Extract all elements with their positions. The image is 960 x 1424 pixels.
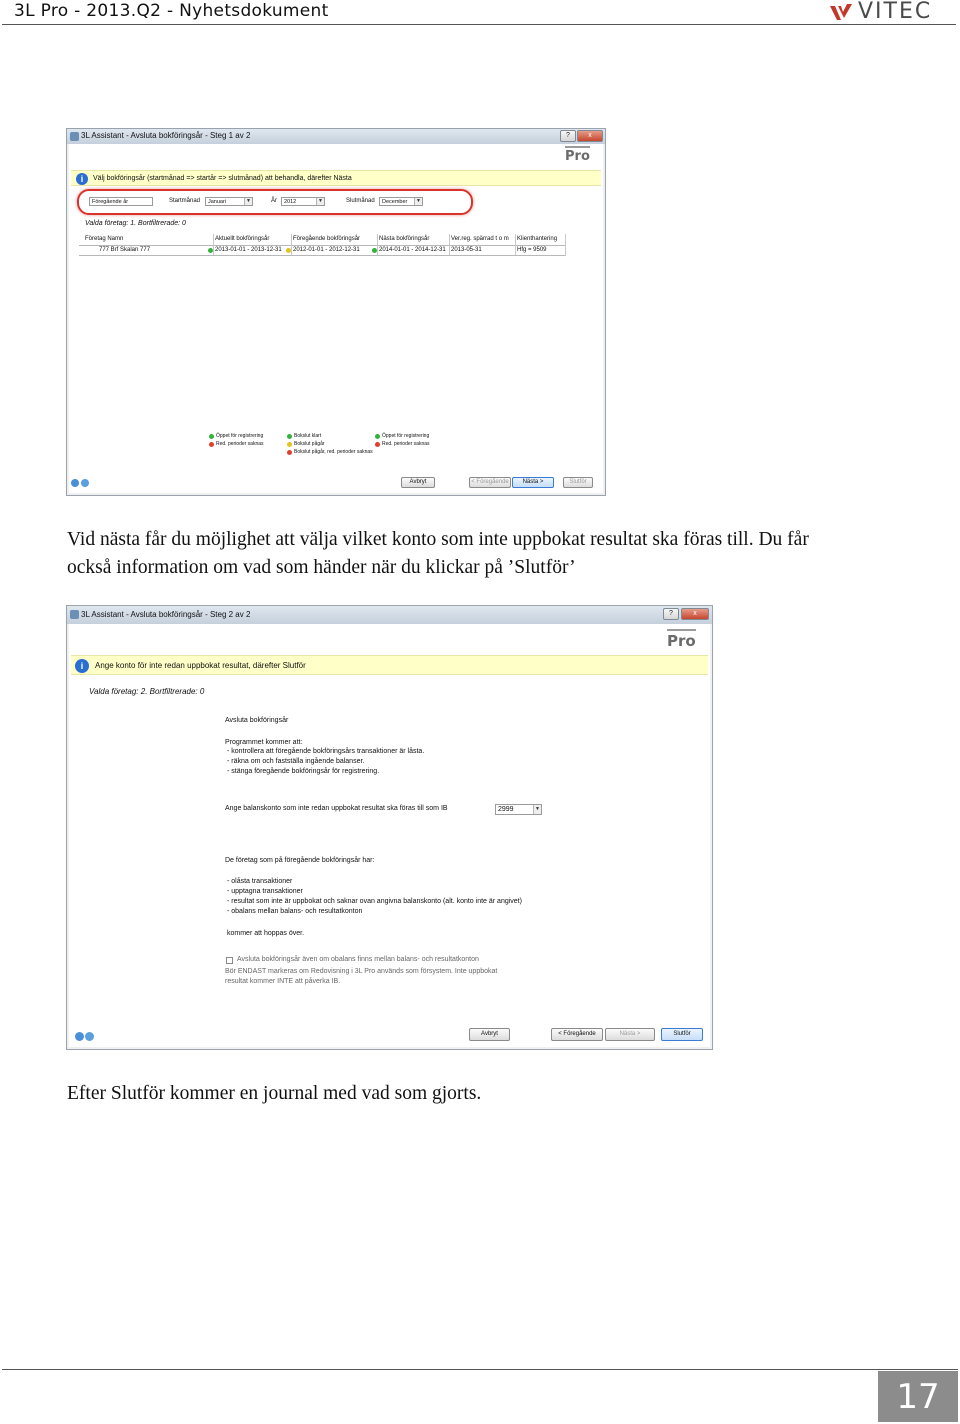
legend-green-icon (287, 434, 292, 439)
account-label: Ange balanskonto som inte redan uppbokat resultat ska föras till som IB (225, 805, 448, 812)
page-number-box (878, 1371, 958, 1422)
chevron-down-icon: ▼ (244, 198, 252, 205)
chevron-down-icon: ▼ (533, 805, 541, 814)
logo-text: VITEC (858, 0, 933, 24)
year-select[interactable]: Föregående år (89, 197, 153, 206)
legend-item: Bokslut klart (294, 433, 322, 439)
checkbox-note: resultat kommer INTE att påverka IB. (225, 978, 341, 985)
end-month-select[interactable]: December ▼ (379, 197, 423, 206)
close-button[interactable]: x (577, 130, 603, 142)
previous-button[interactable]: < Föregående (469, 477, 511, 488)
info-bar (71, 655, 708, 675)
vitec-mark-icon (828, 2, 854, 22)
table-header: Ver.reg. spärrad t o m (451, 236, 509, 242)
table-cell: 2013-01-01 - 2013-12-31 (215, 247, 282, 253)
status-green-icon (372, 248, 377, 253)
company-condition: - upptagna transaktioner (227, 888, 303, 895)
program-step: - stänga föregående bokföringsår för registrering. (227, 768, 380, 775)
table-row-line (79, 255, 565, 256)
program-step: - kontrollera att föregående bokföringsårs transaktioner är låsta. (227, 748, 425, 755)
skip-note: kommer att hoppas över. (227, 930, 305, 937)
table-cell: 2013-05-31 (451, 247, 482, 253)
legend-red-icon (209, 442, 214, 447)
selection-status: Valda företag: 1. Bortfiltrerade: 0 (85, 220, 186, 227)
legend-item: Red. perioder saknas (382, 441, 430, 447)
program-intro: Programmet kommer att: (225, 739, 303, 746)
finish-button[interactable]: Slutför (563, 477, 593, 488)
account-select[interactable]: 2999 ▼ (495, 804, 542, 815)
table-header: Företag Namn (85, 236, 124, 242)
start-month-label: Startmånad (169, 198, 201, 204)
table-header-line (79, 245, 565, 246)
program-step: - räkna om och fastställa ingående balanser. (227, 758, 365, 765)
next-button[interactable]: Nästa > (605, 1028, 655, 1041)
dialog-body (69, 144, 603, 493)
settings-circle-icon[interactable] (85, 1032, 94, 1041)
pro-logo: Pro (565, 149, 590, 164)
selection-status: Valda företag: 2. Bortfiltrerade: 0 (89, 687, 205, 696)
pro-logo: Pro (667, 632, 696, 650)
info-icon: i (75, 659, 89, 673)
title-bar (67, 129, 605, 144)
next-button[interactable]: Nästa > (512, 477, 554, 488)
paragraph-line: Efter Slutför kommer en journal med vad som gjorts. (67, 1083, 482, 1104)
header-rule (2, 24, 956, 25)
settings-circle-icon[interactable] (81, 479, 89, 487)
help-circle-icon[interactable] (75, 1032, 84, 1041)
table-header: Klienthantering (517, 236, 558, 242)
document-title: 3L Pro - 2013.Q2 - Nyhetsdokument (14, 1, 329, 21)
checkbox-label[interactable]: Avsluta bokföringsår även om obalans finns mellan balans- och resultatkonton (237, 956, 479, 963)
table-cell: 2012-01-01 - 2012-12-31 (293, 247, 360, 253)
cancel-button[interactable]: Avbryt (469, 1028, 510, 1041)
title-bar (67, 606, 712, 624)
year-input[interactable]: 2012 ▼ (281, 197, 325, 206)
legend-item: Bokslut pågår, red. perioder saknas (294, 449, 373, 455)
legend-item: Öppet för registrering (382, 433, 430, 439)
help-button[interactable]: ? (663, 608, 679, 620)
end-month-label: Slutmånad (346, 198, 375, 204)
company-condition: - olåsta transaktioner (227, 878, 293, 885)
dialog-body (69, 624, 710, 1047)
checkbox-note: Bör ENDAST markeras om Redovisning i 3L Pro används som försystem. Inte uppbokat (225, 968, 498, 975)
table-cell: 777 Brf Skalan 777 (99, 247, 151, 253)
status-yellow-icon (286, 248, 291, 253)
help-circle-icon[interactable] (71, 479, 79, 487)
page-number: 17 (896, 1377, 940, 1417)
footer-rule (2, 1369, 958, 1370)
legend-green-icon (209, 434, 214, 439)
legend-green-icon (375, 434, 380, 439)
table-header: Aktuellt bokföringsår (215, 236, 270, 242)
paragraph-line: också information om vad som händer när du klickar på ’Slutför’ (67, 557, 576, 578)
cancel-button[interactable]: Avbryt (401, 477, 435, 488)
legend-red-icon (375, 442, 380, 447)
company-condition: - resultat som inte är uppbokat och saknar ovan angivna balanskonto (alt. konto inte är angivet) (227, 898, 522, 905)
info-icon: i (76, 173, 88, 185)
status-green-icon (208, 248, 213, 253)
unbalanced-close-checkbox[interactable] (226, 957, 233, 964)
info-bar (71, 170, 601, 186)
chevron-down-icon: ▼ (414, 198, 422, 205)
finish-button[interactable]: Slutför (661, 1028, 703, 1041)
vitec-logo (828, 2, 948, 22)
legend-red-icon (287, 450, 292, 455)
companies-intro: De företag som på föregående bokföringsår har: (225, 857, 375, 864)
legend-item: Bokslut pågår (294, 441, 325, 447)
paragraph-line: Vid nästa får du möjlighet att välja vilket konto som inte uppbokat resultat ska föras till. Du får (67, 529, 809, 550)
window-title: 3L Assistant - Avsluta bokföringsår - Steg 2 av 2 (81, 610, 251, 619)
legend-item: Öppet för registrering (216, 433, 264, 439)
app-icon (70, 132, 79, 141)
info-text: Ange konto för inte redan uppbokat resultat, därefter Slutför (95, 661, 306, 670)
page-header (0, 0, 960, 26)
company-condition: - obalans mellan balans- och resultatkonton (227, 908, 363, 915)
previous-button[interactable]: < Föregående (551, 1028, 603, 1041)
legend-yellow-icon (287, 442, 292, 447)
table-header: Föregående bokföringsår (293, 236, 361, 242)
info-text: Välj bokföringsår (startmånad => startår => slutmånad) att behandla, därefter Nästa (93, 175, 352, 182)
year-label: År (271, 198, 277, 204)
section-title: Avsluta bokföringsår (225, 717, 289, 724)
legend-item: Red. perioder saknas (216, 441, 264, 447)
screenshot-step2-dialog (66, 605, 713, 1050)
screenshot-step1-dialog (66, 128, 606, 496)
app-icon (70, 610, 79, 619)
table-cell: Hfg = 9509 (517, 247, 547, 253)
help-button[interactable]: ? (560, 130, 576, 142)
window-title: 3L Assistant - Avsluta bokföringsår - Steg 1 av 2 (81, 131, 251, 140)
start-month-select[interactable]: Januari ▼ (205, 197, 253, 206)
table-cell: 2014-01-01 - 2014-12-31 (379, 247, 446, 253)
chevron-down-icon: ▼ (316, 198, 324, 205)
table-header: Nästa bokföringsår (379, 236, 430, 242)
close-button[interactable]: x (681, 608, 709, 620)
